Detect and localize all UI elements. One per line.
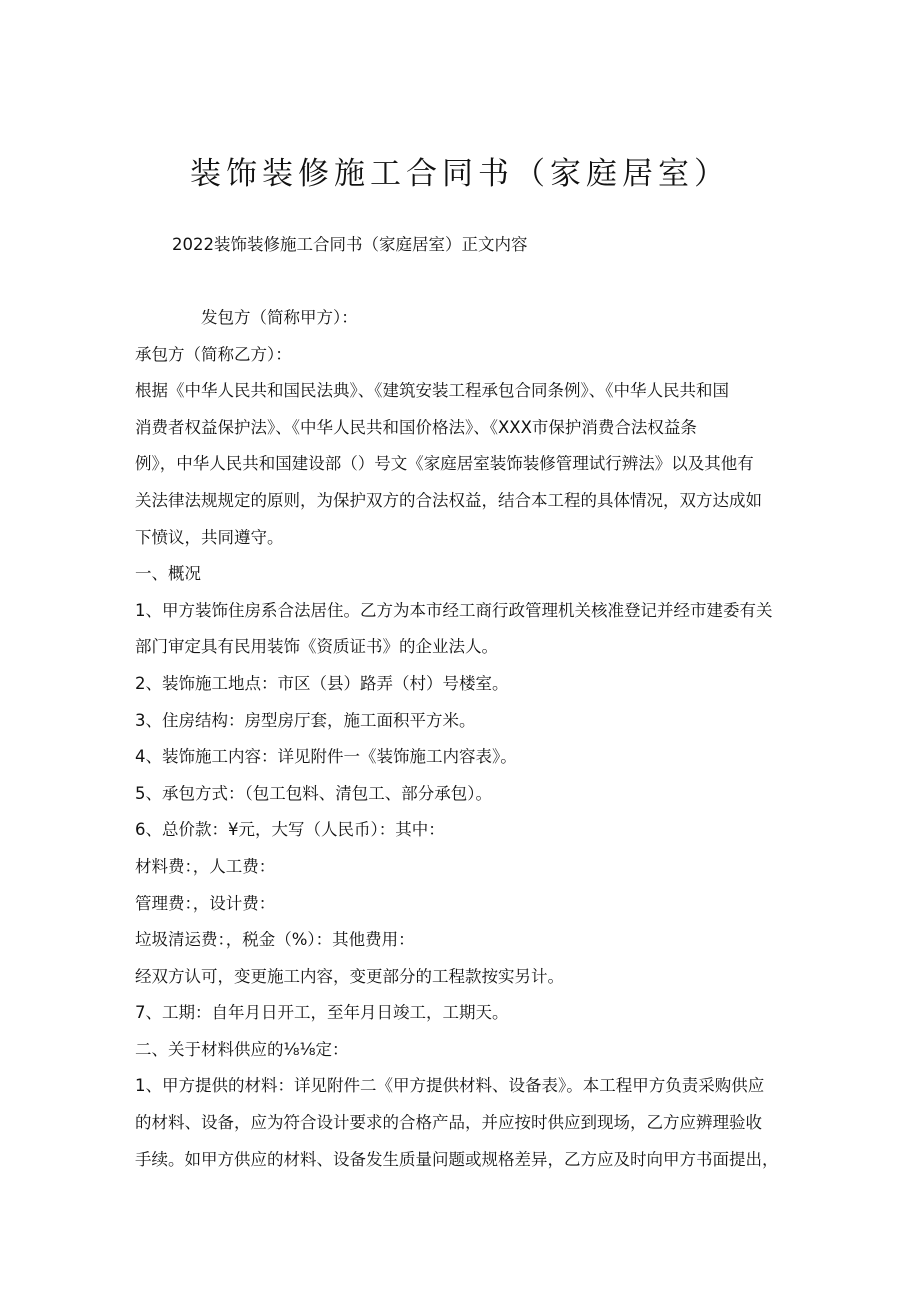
party-b-line: 承包方（简称乙方）： [135,344,292,364]
document-subtitle: 2022装饰装修施工合同书（家庭居室）正文内容 [172,235,528,254]
section-heading: 二、关于材料供应的⅛⅛定： [135,1039,349,1059]
paragraph-line: 4、装饰施工内容：详见附件一《装饰施工内容表》。 [135,747,517,767]
paragraph-line: 1、甲方装饰住房系合法居住。乙方为本市经工商行政管理机关核准登记并经市建委有关 [135,600,773,620]
paragraph-line: 5、承包方式：（包工包料、清包工、部分承包）。 [135,783,492,803]
paragraph-line: 根据《中华人民共和国民法典》、《建筑安装工程承包合同条例》、《中华人民共和国 [135,381,729,401]
paragraph-line: 管理费：，设计费： [135,893,276,913]
section-heading: 一、概况 [135,564,201,584]
paragraph-line: 2、装饰施工地点：市区（县）路弄（村）号楼室。 [135,673,509,693]
paragraph-line: 垃圾清运费：，税金（%）：其他费用： [135,930,415,950]
party-a-line: 发包方（简称甲方）： [201,308,358,327]
paragraph-line: 部门审定具有民用装饰《资质证书》的企业法人。 [135,637,498,657]
paragraph-line: 手续。如甲方供应的材料、设备发生质量问题或规格差异，乙方应及时向甲方书面提出， [135,1149,779,1169]
paragraph-line: 7、工期：自年月日开工，至年月日竣工，工期天。 [135,1003,509,1023]
paragraph-line: 6、总价款：¥元，大写（人民币）：其中： [135,820,445,840]
paragraph-line: 3、住房结构：房型房厅套，施工面积平方米。 [135,710,476,730]
paragraph-line: 下愤议，共同遵守。 [135,527,284,547]
paragraph-line: 材料费：，人工费： [135,856,276,876]
document-body [135,300,795,1178]
paragraph-line: 1、甲方提供的材料：详见附件二《甲方提供材料、设备表》。本工程甲方负责采购供应 [135,1076,765,1096]
paragraph-line: 例》，中华人民共和国建设部（）号文《家庭居室装饰装修管理试行辨法》以及其他有 [135,454,754,474]
paragraph-line: 消费者权益保护法》、《中华人民共和国价格法》、《XXX市保护消费合法权益条 [135,417,697,437]
paragraph-line: 关法律法规规定的原则，为保护双方的合法权益，结合本工程的具体情况，双方达成如 [135,490,762,510]
document-title: 装饰装修施工合同书（家庭居室） [190,156,730,192]
paragraph-line: 的材料、设备，应为符合设计要求的合格产品，并应按时供应到现场，乙方应辨理验收 [135,1113,762,1133]
paragraph-line: 经双方认可，变更施工内容，变更部分的工程款按实另计。 [135,966,564,986]
